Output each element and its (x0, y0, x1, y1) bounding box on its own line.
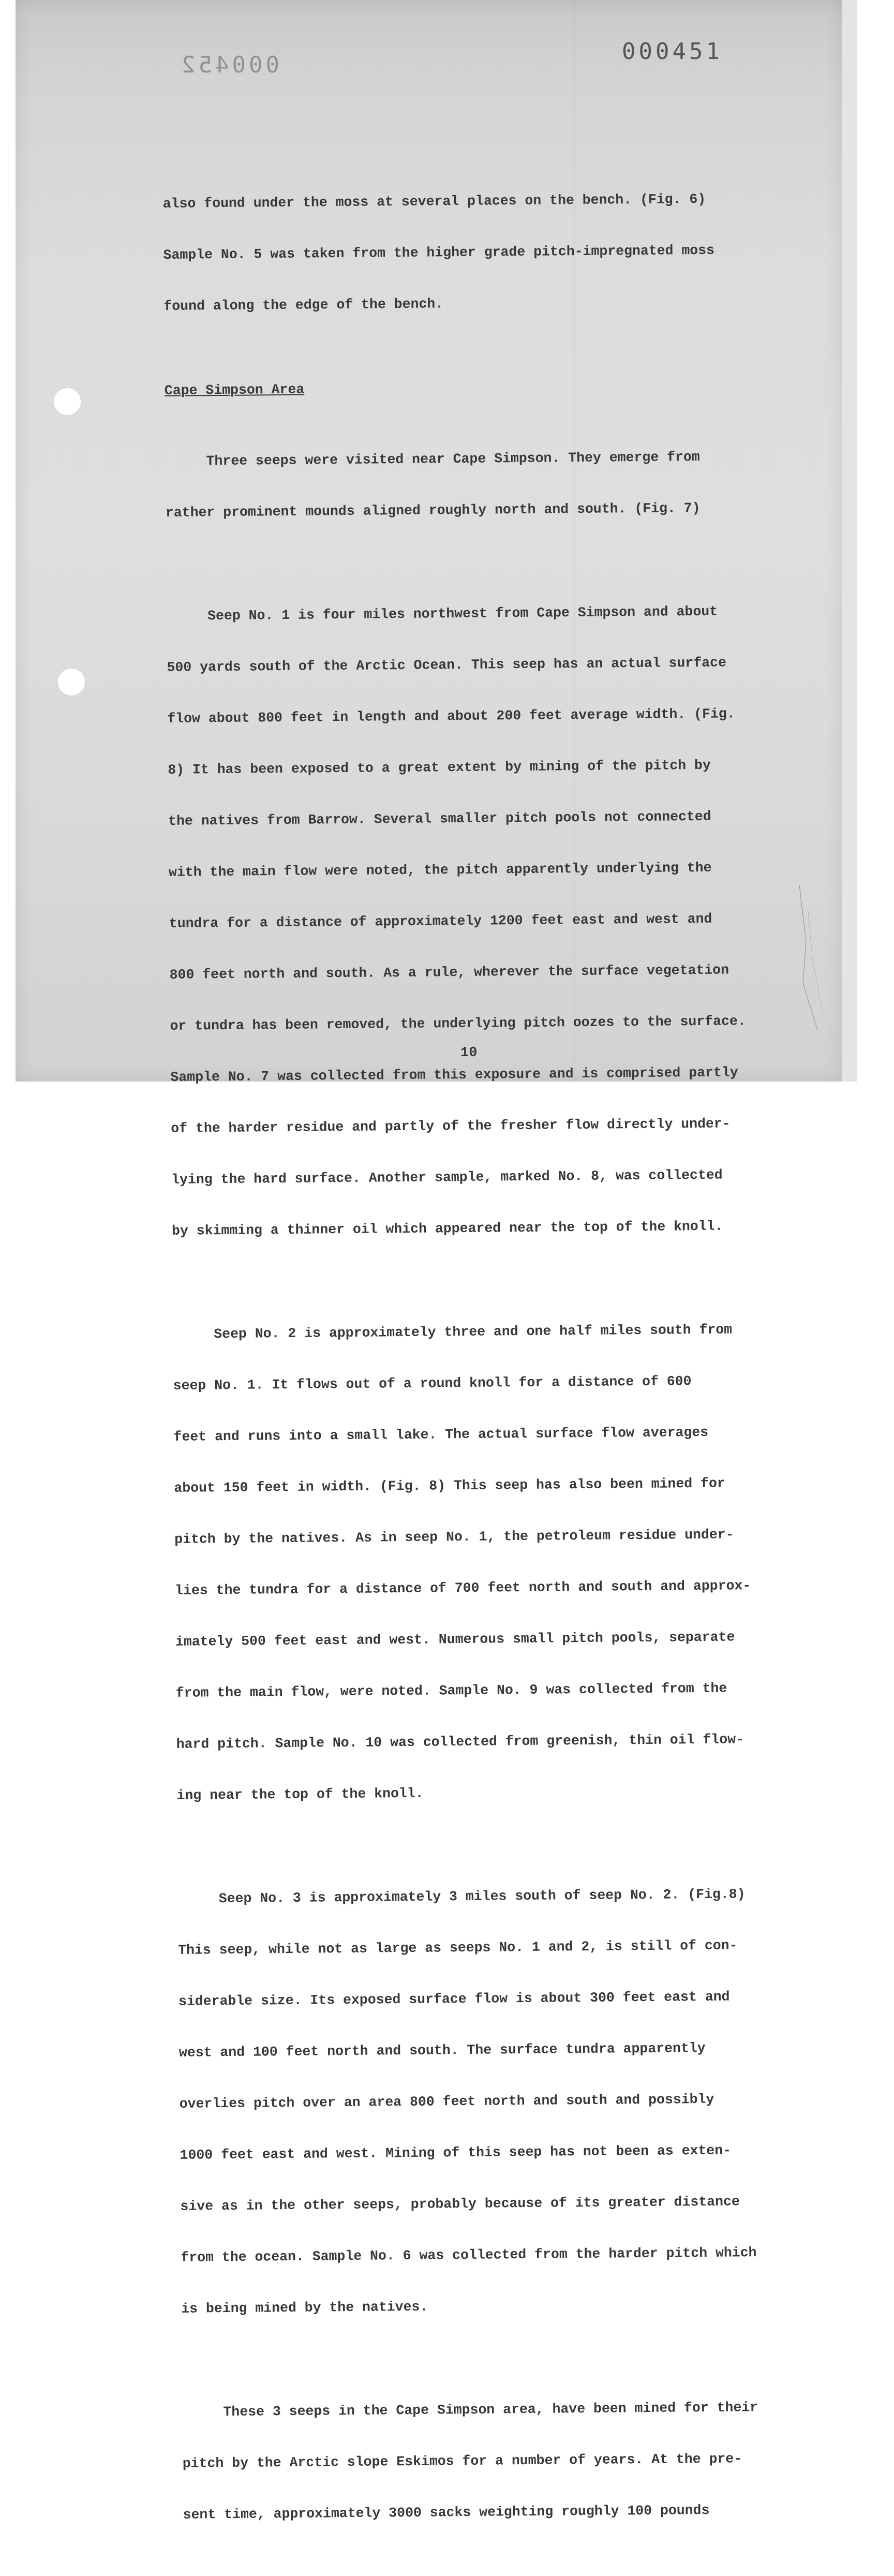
paragraph-seep-3 (177, 1851, 808, 2352)
text-line: 500 yards south of the Arctic Ocean. This seep has an actual surface (167, 655, 727, 675)
text-line: feet and runs into a small lake. The actual surface flow averages (173, 1424, 709, 1445)
text-line: from the ocean. Sample No. 6 was collected from the harder pitch which (181, 2245, 757, 2266)
paragraph-seeps-overview (165, 413, 792, 556)
text-line: lies the tundra for a distance of 700 feet north and south and approx- (174, 1578, 751, 1598)
text-line: by skimming a thinner oil which appeared near the top of the knoll. (171, 1218, 723, 1239)
text-line: pitch by the natives. As in seep No. 1, the petroleum residue under- (174, 1527, 734, 1547)
text-line: found along the edge of the bench. (163, 296, 444, 314)
page-stamp-number: 000451 (622, 38, 723, 65)
text-line: seep No. 1. It flows out of a round knoll for a distance of 600 (173, 1373, 692, 1394)
text-line: Sample No. 5 was taken from the higher grade pitch-impregnated moss (163, 242, 715, 263)
text-line: also found under the moss at several places on the bench. (Fig. 6) (162, 191, 706, 212)
text-line: hard pitch. Sample No. 10 was collected from greenish, thin oil flow- (176, 1731, 744, 1752)
text-line: tundra for a distance of approximately 1200 feet east and west and (169, 911, 712, 931)
text-line: with the main flow were noted, the pitch apparently underlying the (168, 860, 712, 880)
text-line: overlies pitch over an area 800 feet north and south and possibly (179, 2091, 714, 2112)
text-line: Seep No. 1 is four miles northwest from Cape Simpson and about (166, 603, 718, 624)
text-line: rather prominent mounds aligned roughly north and south. (Fig. 7) (165, 500, 701, 521)
text-line: 1000 feet east and west. Mining of this seep has not been as exten- (180, 2142, 732, 2163)
paragraph-seep-2 (172, 1286, 803, 1839)
text-line: 800 feet north and south. As a rule, wherever the surface vegetation (169, 962, 729, 983)
page-number: 10 (460, 1045, 478, 1061)
text-line: This seep, while not as large as seeps No. 1 and 2, is still of con- (178, 1937, 738, 1958)
text-line: ing near the top of the knoll. (176, 1785, 424, 1803)
text-line: sive as in the other seeps, probably because of its greater distance (180, 2194, 740, 2214)
paragraph-seep-1 (166, 568, 798, 1274)
text-line: from the main flow, were noted. Sample No. 9 was collected from the (175, 1680, 727, 1701)
punch-hole-top (54, 388, 81, 415)
text-line: These 3 seeps in the Cape Simpson area, have been mined for their (182, 2400, 758, 2420)
mirrored-page-stamp: 000452 (178, 52, 279, 78)
text-line: pitch by the Arctic slope Eskimos for a number of years. At the pre- (182, 2451, 742, 2471)
text-line: siderable size. Its exposed surface flow is about 300 feet east and (178, 1989, 730, 2009)
paper-crease-mark (797, 880, 828, 1035)
text-line: sent time, approximately 3000 sacks weighting roughly 100 pounds (183, 2502, 710, 2523)
text-line: Seep No. 3 is approximately 3 miles south of seep No. 2. (Fig.8) (177, 1886, 746, 1907)
text-line: west and 100 feet north and south. The surface tundra apparently (178, 2040, 706, 2061)
text-line: 8) It has been exposed to a great extent by mining of the pitch by (168, 757, 711, 778)
scan-edge (842, 0, 857, 1082)
text-line: flow about 800 feet in length and about 200 feet average width. (Fig. (167, 706, 735, 727)
text-line: Three seeps were visited near Cape Simpson. They emerge from (165, 449, 700, 469)
text-line: Sample No. 7 was collected from this exposure and is comprised partly (170, 1064, 738, 1085)
paragraph-mining-history (182, 2364, 809, 2558)
text-line: lying the hard surface. Another sample, marked No. 8, was collected (171, 1167, 723, 1188)
text-line: imately 500 feet east and west. Numerous small pitch pools, separate (175, 1629, 735, 1650)
text-line: the natives from Barrow. Several smaller pitch pools not connected (168, 808, 711, 829)
document-body (162, 156, 810, 2575)
text-line: of the harder residue and partly of the fresher flow directly under- (171, 1116, 731, 1136)
text-line: about 150 feet in width. (Fig. 8) This seep has also been mined for (174, 1475, 725, 1496)
intro-paragraph (162, 156, 790, 349)
punch-hole-middle (58, 669, 85, 695)
section-heading: Cape Simpson Area (164, 381, 305, 398)
text-line: is being mined by the natives. (181, 2299, 428, 2317)
text-line: or tundra has been removed, the underlying pitch oozes to the surface. (170, 1013, 746, 1034)
text-line: Seep No. 2 is approximately three and one half miles south from (172, 1322, 733, 1342)
